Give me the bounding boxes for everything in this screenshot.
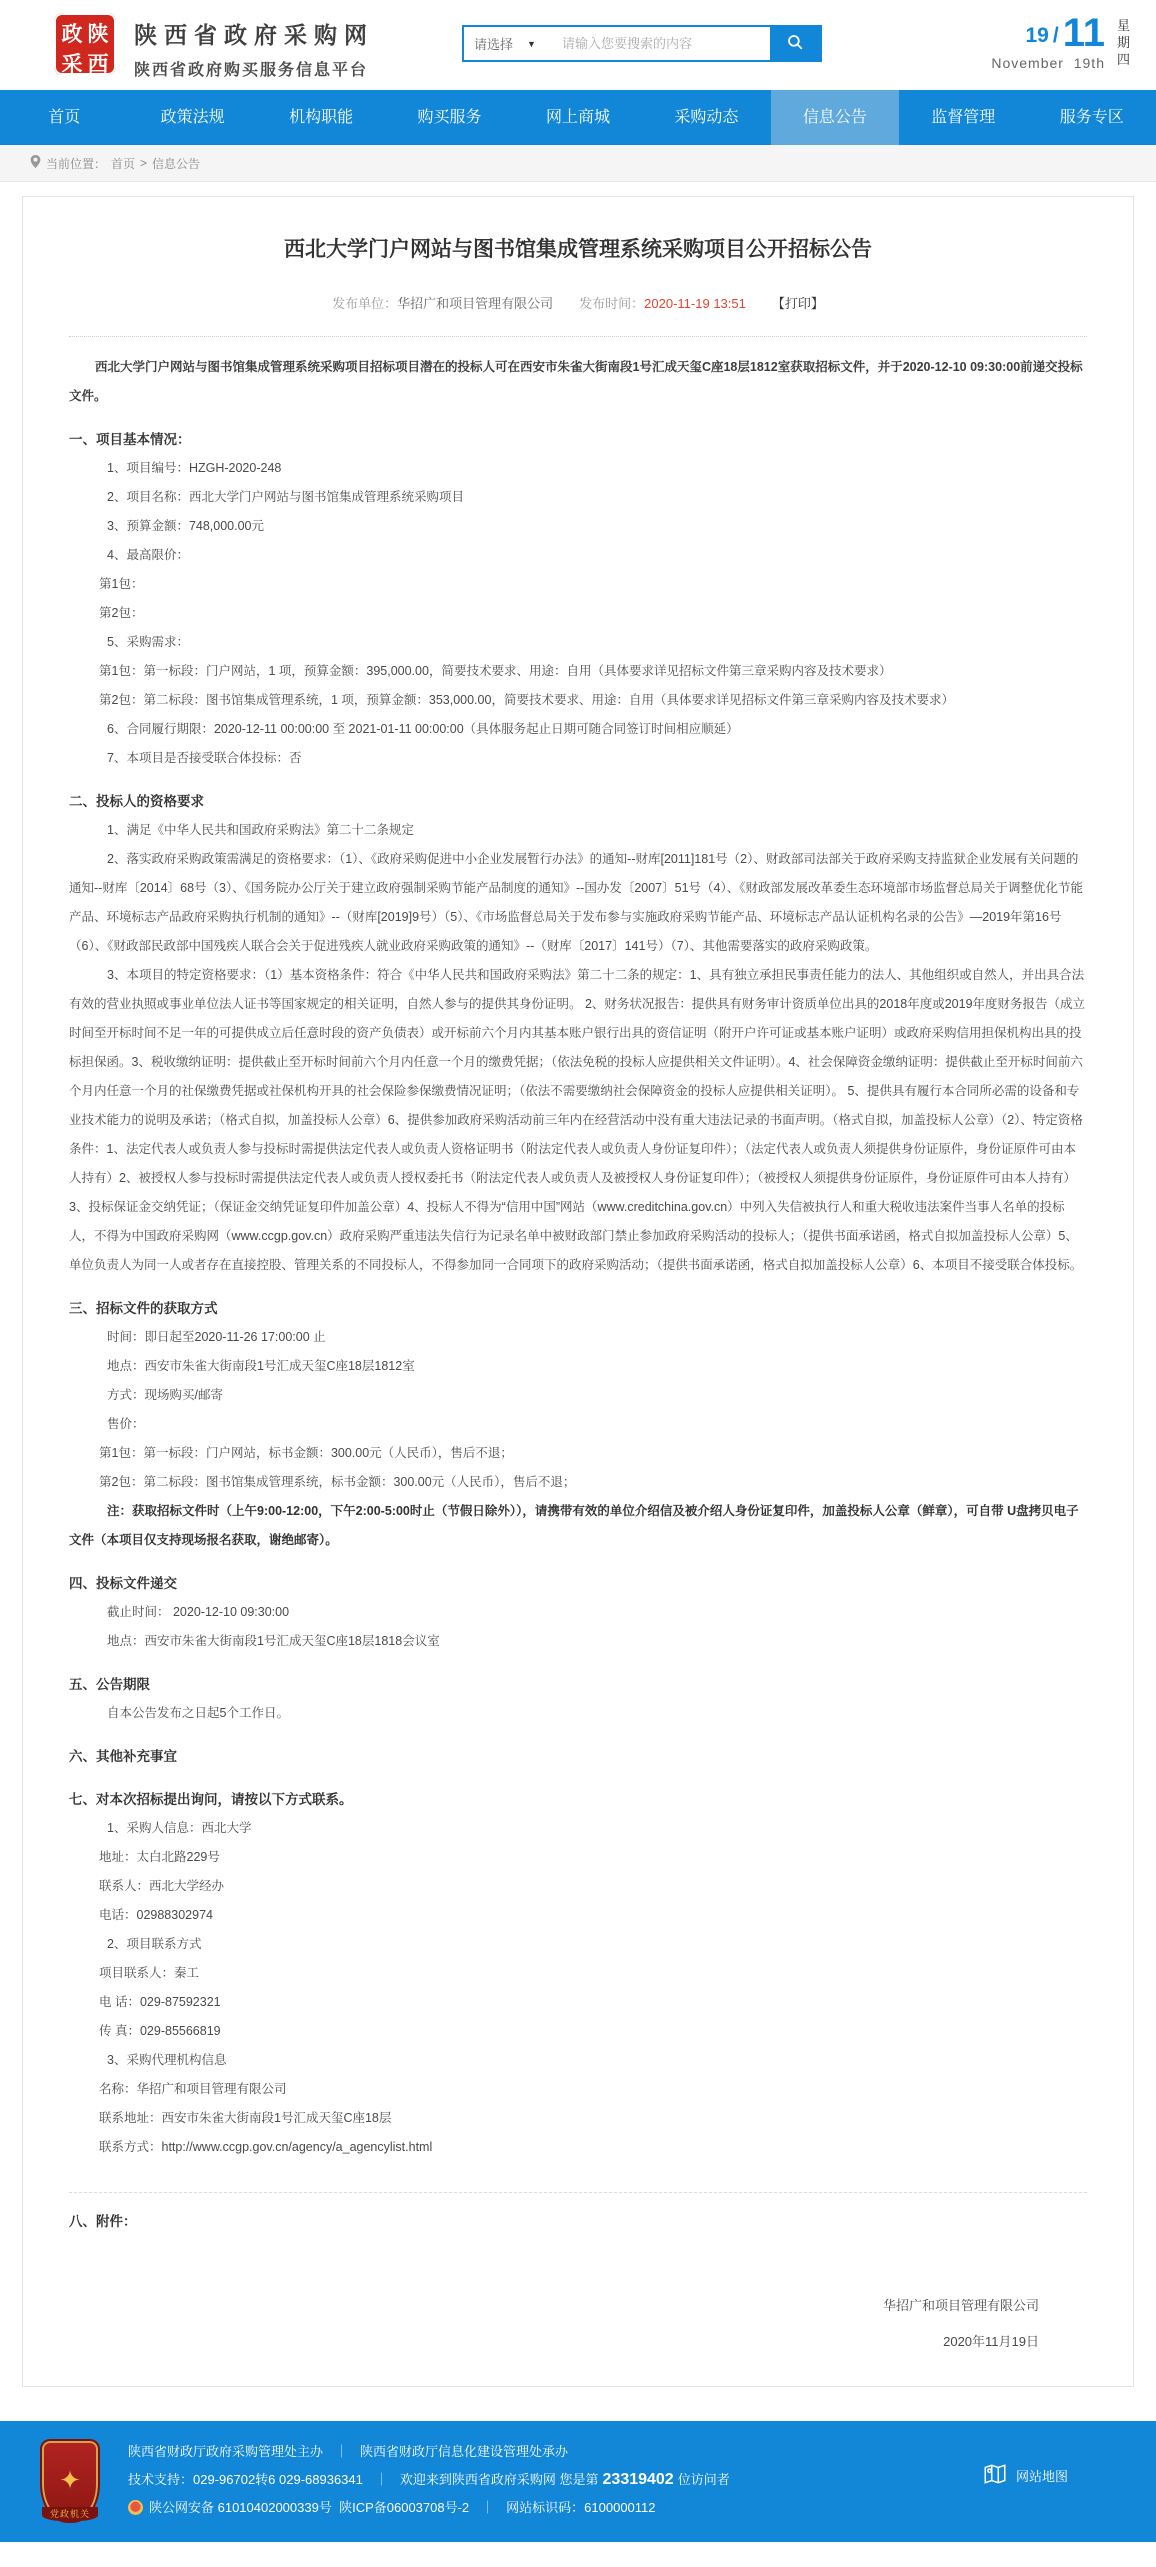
footer-line-1: 陕西省财政厅政府采购管理处主办 ｜ 陕西省财政厅信息化建设管理处承办 [128,2444,569,2459]
signature-date: 2020年11月19日 [943,2334,1039,2349]
section-heading: 八、附件： [69,2214,137,2229]
article-paragraph: 3、采购代理机构信息 [107,2053,227,2067]
section-heading: 五、公告期限 [69,1677,150,1692]
site-title: 陕西省政府采购网 [134,22,374,48]
nav-item-supervision[interactable]: 监督管理 [931,109,996,126]
date-month: 11 [1062,11,1105,55]
site-logo-seal [54,13,116,75]
site-titles [134,17,374,80]
section-heading: 六、其他补充事宜 [69,1749,177,1764]
seal-char: 西 [87,53,109,76]
article-paragraph: 第1包： [99,577,144,591]
police-badge-icon [128,2500,143,2515]
article-paragraph: 自本公告发布之日起5个工作日。 [107,1706,289,1720]
date-day: 19 [1025,24,1049,47]
footer-line-2: 技术支持：029-96702转6 029-68936341 ｜ 欢迎来到陕西省政府采购网 您是第 23319402 位访问者 [128,2471,730,2488]
date-widget [991,13,1130,71]
site-subtitle: 陕西省政府购买服务信息平台 [134,62,369,79]
article-paragraph: 方式：现场购买/邮寄 [107,1388,223,1402]
search-category-select[interactable] [464,27,556,60]
nav-item-purchase-service[interactable]: 购买服务 [417,109,482,126]
breadcrumb-current[interactable]: 信息公告 [152,156,201,171]
article-paragraph: 6、合同履行期限：2020-12-11 00:00:00 至 2021-01-11 00:00:00（具体服务起止日期可随合同签订时间相应顺延） [107,722,739,736]
article-paragraph: 项目联系人：秦工 [99,1966,200,1980]
dashed-divider [69,2192,1087,2193]
publish-time-value: 2020-11-19 13:51 [644,296,746,311]
article-paragraph: 第2包： [99,606,144,620]
article-paragraph: 时间：即日起至2020-11-26 17:00:00 止 [107,1330,326,1344]
seal-char: 政 [61,23,83,46]
page-title: 西北大学门户网站与图书馆集成管理系统采购项目公开招标公告 [284,238,872,261]
nav-item-policy[interactable]: 政策法规 [160,109,225,126]
police-record-number[interactable]: 陕公网安备 61010402000339号 [149,2500,332,2515]
search-bar [462,25,822,62]
article-paragraph: 第1包：第一标段：门户网站，1 项，预算金额：395,000.00，简要技术要求、用途：自用（具体要求详见招标文件第三章采购内容及技术要求） [99,664,892,678]
article-paragraph: 3、预算金额：748,000.00元 [107,519,265,533]
emblem-label: 党政机关 [42,2507,98,2521]
date-month-name: November 19th [991,55,1105,71]
nav-item-service-zone[interactable]: 服务专区 [1059,109,1124,126]
search-category-value: 请选择 [474,37,514,52]
section-heading: 七、对本次招标提出询问，请按以下方式联系。 [69,1792,353,1807]
article-paragraph: 名称：华招广和项目管理有限公司 [99,2082,287,2096]
site-footer [0,2421,1156,2542]
breadcrumb-label: 当前位置： [46,156,107,171]
article-paragraph: 1、满足《中华人民共和国政府采购法》第二十二条规定 [107,823,414,837]
location-pin-icon [30,155,41,171]
visitor-count: 23319402 [602,2471,674,2488]
article-paragraph: 西北大学门户网站与图书馆集成管理系统采购项目招标项目潜在的投标人可在西安市朱雀大街南段1号汇成天玺C座18层1812室获取招标文件，并于2020-12-10 09:30:00前递交投标文件。 [69,360,1083,403]
article-paragraph: 1、项目编号：HZGH-2020-248 [107,461,282,475]
publisher-value: 华招广和项目管理有限公司 [397,296,554,311]
article-paragraph: 4、最高限价： [107,548,189,562]
article-paragraph: 3、本项目的特定资格要求：（1）基本资格条件：符合《中华人民共和国政府采购法》第二十二条的规定：1、具有独立承担民事责任能力的法人、其他组织或自然人，并出具合法有效的营业执照或事业单位法人证书等国家规定的相关证明，自然人参与的提供其身份证明。 2、财务状况报告：提供具有财务审计资质单位出具的2018年度或2019年度财务报告（成立时间至开标时间不足一年的可提供成立后任意时段的资产负债表）或开标前六个月内其基本账户银行出具的资信证明（附开户许可证或基本账户证明）或政府采购信用担保机构出具的投标担保函。3、税收缴纳证明：提供截止至开标时间前六个月内任意一个月的缴费凭据；（依法免税的投标人应提供相关文件证明）。4、社会保障资金缴纳证明：提供截止至开标时间前六个月内任意一个月的社保缴费凭据或社保机构开具的社会保险参保缴费情况证明；（依法不需要缴纳社会保障资金的投标人应提供相关证明）。 5、提供具有履行本合同所必需的设备和专业技术能力的说明及承诺；（格式自拟，加盖投标人公章）6、提供参加政府采购活动前三年内在经营活动中没有重大违法记录的书面声明。（格式自拟，加盖投标人公章）（2）、特定资格条件：1、法定代表人或负责人参与投标时需提供法定代表人或负责人资格证明书（附法定代表人或负责人身份证复印件）；（法定代表人或负责人须提供身份证原件，身份证原件可由本人持有）2、被授权人参与投标时需提供法定代表人或负责人授权委托书（附法定代表人或负责人及被授权人身份证复印件）；（被授权人须提供身份证原件，身份证原件可由本人持有）3、投标保证金交纳凭证；（保证金交纳凭证复印件加盖公章）4、投标人不得为“信用中国”网站（www.creditchina.gov.cn）中列入失信被执行人和重大税收违法案件当事人名单的投标人，不得为中国政府采购网（www.ccgp.gov.cn）政府采购严重违法失信行为记录名单中被财政部门禁止参加政府采购活动的投标人；（提供书面承诺函，格式自拟加盖投标人公章）5、单位负责人为同一人或者存在直接控股、管理关系的不同投标人，不得参加同一合同项下的政府采购活动；（提供书面承诺函，格式自拟加盖投标人公章）6、本项目不接受联合体投标。 [69,968,1086,1272]
icp-number[interactable]: 陕ICP备06003708号-2 [339,2500,470,2515]
seal-char: 陕 [87,23,109,46]
article-paragraph: 售价： [107,1417,145,1431]
article-paragraph: 联系地址：西安市朱雀大街南段1号汇成天玺C座18层 [99,2111,392,2125]
nav-item-info-notice[interactable]: 信息公告 [771,90,899,145]
article-paragraph: 7、本项目是否接受联合体投标：否 [107,751,302,765]
article-paragraph: 地点：西安市朱雀大街南段1号汇成天玺C座18层1818会议室 [107,1634,440,1648]
chevron-down-icon: ▼ [527,38,536,49]
announcement-card [22,196,1134,2387]
nav-item-online-mall[interactable]: 网上商城 [545,109,610,126]
section-heading: 四、投标文件递交 [69,1576,177,1591]
search-button[interactable] [770,27,820,60]
signature-block [69,2288,1087,2360]
nav-item-org-functions[interactable]: 机构职能 [289,109,354,126]
article-paragraph: 传 真：029-85566819 [99,2024,221,2038]
article-paragraph: 第1包：第一标段：门户网站，标书金额：300.00元（人民币），售后不退； [99,1446,513,1460]
article-paragraph: 联系人：西北大学经办 [99,1879,225,1893]
main-nav [0,90,1156,145]
article-body [69,353,1087,2236]
article-meta [69,293,1087,312]
dotted-divider [69,336,1087,337]
article-paragraph: 电话：02988302974 [99,1908,213,1922]
nav-item-procurement-news[interactable]: 采购动态 [674,109,739,126]
sitemap-icon [982,2461,1008,2490]
article-paragraph: 2、项目联系方式 [107,1937,202,1951]
breadcrumb-separator: > [140,156,148,170]
search-input[interactable] [556,27,770,60]
site-id-number: 网站标识码：6100000112 [506,2500,656,2515]
section-heading: 一、项目基本情况： [69,432,191,447]
sitemap-label: 网站地图 [1015,2469,1068,2484]
government-emblem-icon: ✦ 党政机关 [40,2439,100,2523]
breadcrumb-home-link[interactable]: 首页 [111,156,136,171]
date-slash: / [1052,24,1059,47]
footer-line-3: 陕公网安备 61010402000339号 陕ICP备06003708号-2 ｜ 网站标识码：6100000112 [128,2494,1156,2522]
article-paragraph: 2、项目名称：西北大学门户网站与图书馆集成管理系统采购项目 [107,490,464,504]
article-paragraph: 第2包：第二标段：图书馆集成管理系统，标书金额：300.00元（人民币），售后不退； [99,1475,576,1489]
publisher-label: 发布单位： [332,296,398,311]
publish-time-label: 发布时间： [579,296,645,311]
date-weekday: 星 期 四 [1116,18,1130,67]
seal-char: 采 [61,53,83,76]
signature-company: 华招广和项目管理有限公司 [882,2298,1039,2313]
section-heading: 二、投标人的资格要求 [69,794,204,809]
sitemap-link[interactable] [982,2461,1068,2490]
article-paragraph: 电 话：029-87592321 [99,1995,221,2009]
article-paragraph: 5、采购需求： [107,635,189,649]
search-icon [786,33,804,54]
article-paragraph: 地址：太白北路229号 [99,1850,220,1864]
site-header [0,0,1156,90]
article-paragraph: 地点：西安市朱雀大街南段1号汇成天玺C座18层1812室 [107,1359,415,1373]
article-paragraph: 2、落实政府采购政策需满足的资格要求：（1）、《政府采购促进中小企业发展暂行办法》的通知--财库[2011]181号（2）、财政部司法部关于政府采购支持监狱企业发展有关问题的通知--财库〔2014〕68号（3）、《国务院办公厅关于建立政府强制采购节能产品制度的通知》--国办发〔2007〕51号（4）、《财政部发展改革委生态环境部市场监督总局关于调整优化节能产品、环境标志产品政府采购执行机制的通知》--（财库[2019]9号）（5）、《市场监督总局关于发布参与实施政府采购节能产品、环境标志产品认证机构名录的公告》—2019年第16号（6）、《财政部民政部中国残疾人联合会关于促进残疾人就业政府采购政策的通知》--（财库〔2017〕141号）（7）、其他需要落实的政府采购政策。 [69,852,1083,953]
article-paragraph: 第2包：第二标段：图书馆集成管理系统，1 项，预算金额：353,000.00，简要技术要求、用途：自用（具体要求详见招标文件第三章采购内容及技术要求） [99,693,954,707]
section-heading: 三、招标文件的获取方式 [69,1301,218,1316]
print-button[interactable]: 【打印】 [771,296,824,311]
nav-item-home[interactable]: 首页 [48,109,81,126]
breadcrumb [0,145,1156,182]
article-paragraph: 注：获取招标文件时（上午9:00-12:00，下午2:00-5:00时止（节假日除外）），请携带有效的单位介绍信及被介绍人身份证复印件，加盖投标人公章（鲜章），可自带 U盘拷贝电子文件（本项目仅支持现场报名获取，谢绝邮寄）。 [69,1504,1079,1547]
article-paragraph: 1、采购人信息：西北大学 [107,1821,252,1835]
article-paragraph: 截止时间： 2020-12-10 09:30:00 [107,1605,290,1619]
article-paragraph: 联系方式：http://www.ccgp.gov.cn/agency/a_agencylist.html [99,2140,433,2154]
